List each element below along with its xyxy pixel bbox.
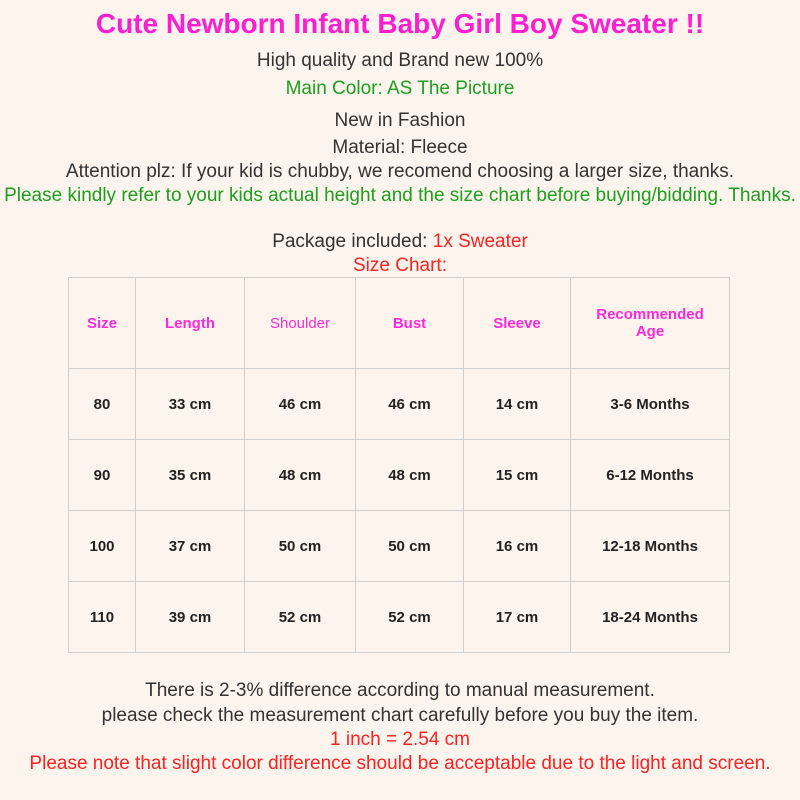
material-line: Material: Fleece [332, 137, 468, 158]
cell-bust: 46 cm [356, 369, 464, 440]
inch-note: 1 inch = 2.54 cm [330, 729, 470, 750]
cell-length: 37 cm [136, 511, 245, 582]
cell-size: 90 [69, 440, 136, 511]
cell-bust: 50 cm [356, 511, 464, 582]
table-row [69, 369, 730, 440]
cell-shoulder: 52 cm [245, 582, 356, 653]
header-age: Age [635, 323, 665, 340]
header-recommended-age [571, 278, 730, 369]
header-shoulder: Shoulder [245, 278, 356, 369]
cell-length: 35 cm [136, 440, 245, 511]
cell-size: 80 [69, 369, 136, 440]
cell-bust: 48 cm [356, 440, 464, 511]
cell-length: 33 cm [136, 369, 245, 440]
table-header-row [69, 278, 730, 369]
main-color-line: Main Color: AS The Picture [285, 78, 515, 99]
cell-sleeve: 15 cm [464, 440, 571, 511]
package-value: 1x Sweater [432, 231, 528, 252]
package-label: Package included: [272, 231, 433, 252]
cell-bust: 52 cm [356, 582, 464, 653]
page-title: Cute Newborn Infant Baby Girl Boy Sweater !! [95, 8, 705, 39]
cell-age: 18-24 Months [571, 582, 730, 653]
cell-shoulder: 48 cm [245, 440, 356, 511]
color-note: Please note that slight color difference should be acceptable due to the light and screen. [29, 753, 771, 774]
cell-sleeve: 17 cm [464, 582, 571, 653]
cell-sleeve: 14 cm [464, 369, 571, 440]
fashion-line: New in Fashion [334, 110, 466, 131]
cell-length: 39 cm [136, 582, 245, 653]
difference-note: There is 2-3% difference according to manual measurement. [145, 680, 655, 701]
header-size: Size [69, 278, 136, 369]
table-row [69, 511, 730, 582]
cell-shoulder: 50 cm [245, 511, 356, 582]
package-line [0, 231, 800, 253]
cell-size: 110 [69, 582, 136, 653]
cell-shoulder: 46 cm [245, 369, 356, 440]
refer-line: Please kindly refer to your kids actual height and the size chart before buying/bidding. Thanks. [4, 185, 796, 206]
cell-age: 6-12 Months [571, 440, 730, 511]
size-chart-table [68, 277, 730, 653]
table-row [69, 440, 730, 511]
cell-size: 100 [69, 511, 136, 582]
cell-sleeve: 16 cm [464, 511, 571, 582]
check-note: please check the measurement chart carefully before you buy the item. [101, 705, 699, 726]
cell-age: 12-18 Months [571, 511, 730, 582]
header-bust: Bust [356, 278, 464, 369]
cell-age: 3-6 Months [571, 369, 730, 440]
header-recommended: Recommended [596, 306, 704, 323]
size-chart-label: Size Chart: [353, 255, 447, 276]
header-sleeve: Sleeve [464, 278, 571, 369]
header-length: Length [136, 278, 245, 369]
attention-line: Attention plz: If your kid is chubby, we recomend choosing a larger size, thanks. [65, 161, 735, 182]
table-row [69, 582, 730, 653]
quality-line: High quality and Brand new 100% [256, 50, 544, 71]
